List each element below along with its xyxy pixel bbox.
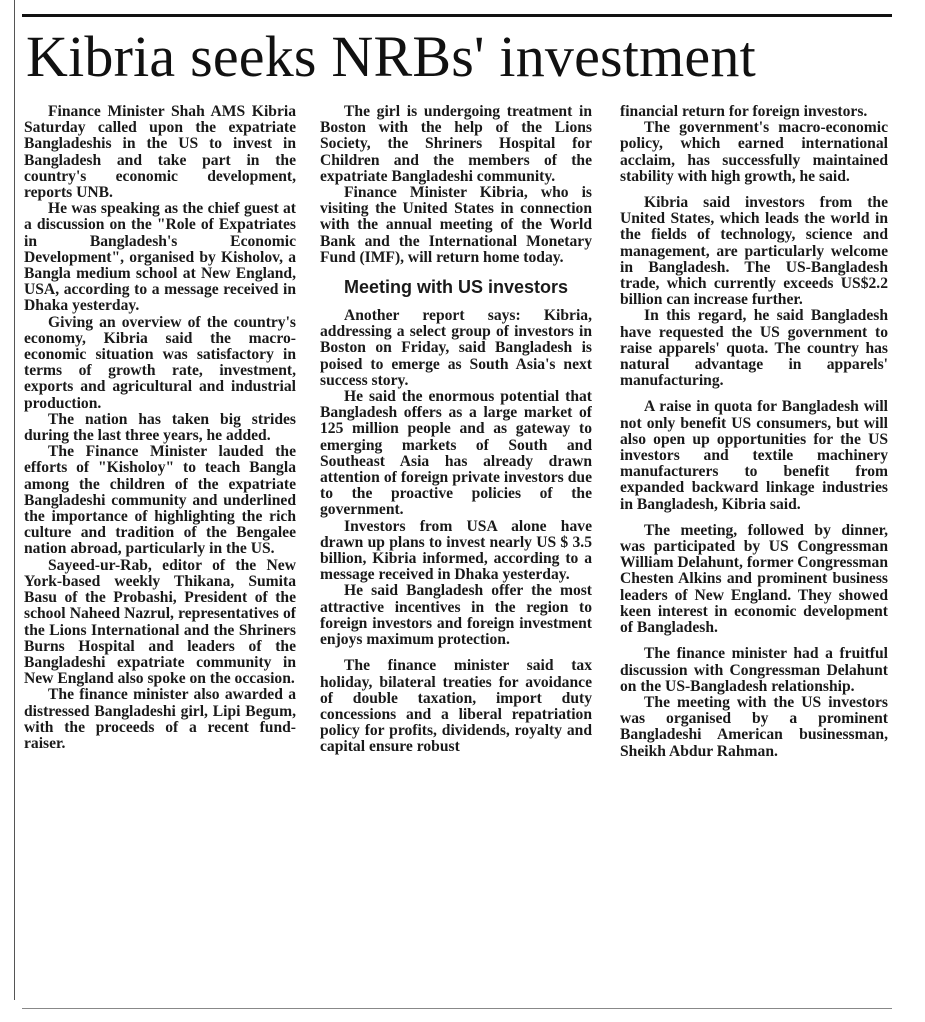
paragraph: The Finance Minister lauded the efforts of "Kisholoy" to teach Bangla among the children of the expatriate Bangladeshi community and underlined the importance of highlighting the rich culture and tradition of the Bengalee nation abroad, particularly in the US. <box>24 443 296 558</box>
paragraph: In this regard, he said Bangladesh have requested the US government to raise apparels' quota. The country has natural advantage in apparels' manufacturing. <box>620 307 888 390</box>
paragraph: The meeting with the US investors was organised by a prominent Bangladeshi American businessman, Sheikh Abdur Rahman. <box>620 693 888 760</box>
paragraph: Finance Minister Kibria, who is visiting the United States in connection with the annual meeting of the World Bank and the International Monetary Fund (IMF), will return home today. <box>320 184 592 266</box>
paragraph: Finance Minister Shah AMS Kibria Saturday called upon the expatriate Bangladeshis in the US to invest in Bangladesh and take part in the country's economic development, reports UNB. <box>24 104 296 202</box>
left-edge-rule <box>14 0 15 1000</box>
article-column-3 <box>620 104 888 999</box>
paragraph: Sayeed-ur-Rab, editor of the New York-based weekly Thikana, Sumita Basu of the Probashi, President of the school Naheed Nazrul, representatives of the Lions International and the Shriners Burns Hospital and leaders of the Bangladeshi expatriate community in New England also spoke on the occasion. <box>24 556 296 688</box>
top-rule <box>22 14 892 17</box>
paragraph: The finance minister also awarded a distressed Bangladeshi girl, Lipi Begum, with the proceeds of a recent fund-raiser. <box>24 686 296 752</box>
paragraph: A raise in quota for Bangladesh will not only benefit US consumers, but will also open up opportunities for the US investors and textile machinery manufacturers to benefit from expanded backward linkage industries in Bangladesh, Kibria said. <box>620 398 888 513</box>
paragraph: He was speaking as the chief guest at a discussion on the "Role of Expatriates in Bangladesh's Economic Development", organised by Kisholov, a Bangla medium school at New England, USA, according to a message received in Dhaka yesterday. <box>24 200 296 315</box>
paragraph: The nation has taken big strides during the last three years, he added. <box>24 410 296 445</box>
paragraph: The girl is undergoing treatment in Boston with the help of the Lions Society, the Shriners Hospital for Children and the members of the expatriate Bangladeshi community. <box>320 104 592 185</box>
paragraph: He said Bangladesh offer the most attractive incentives in the region to foreign investors and foreign investment enjoys maximum protection. <box>320 582 592 649</box>
paragraph: The meeting, followed by dinner, was participated by US Congressman William Delahunt, former Congressman Chesten Alkins and prominent business leaders of New England. They showed keen interest in economic development of Bangladesh. <box>620 521 888 637</box>
article-column-2 <box>320 104 592 999</box>
paragraph: Kibria said investors from the United States, which leads the world in the fields of technology, science and management, are particularly welcome in Bangladesh. The US-Bangladesh trade, which currently exceeds US$2.2 billion can increase further. <box>620 194 888 309</box>
article-headline: Kibria seeks NRBs' investment <box>26 24 756 89</box>
bottom-rule <box>22 1008 892 1009</box>
paragraph: financial return for foreign investors. <box>620 104 868 120</box>
paragraph: The finance minister had a fruitful discussion with Congressman Delahunt on the US-Bangladesh relationship. <box>620 645 888 695</box>
paragraph: He said the enormous potential that Bangladesh offers as a large market of 125 million people and as gateway to emerging markets of South and Southeast Asia has already drawn attention of foreign private investors due to the proactive policies of the government. <box>320 388 592 519</box>
article-column-1 <box>24 104 296 999</box>
section-subhead: Meeting with US investors <box>343 277 569 298</box>
paragraph: Investors from USA alone have drawn up plans to invest nearly US $ 3.5 billion, Kibria informed, according to a message received in Dhaka yesterday. <box>320 517 592 584</box>
paragraph: Another report says: Kibria, addressing a select group of investors in Boston on Friday, said Bangladesh is poised to emerge as South Asia's next success story. <box>320 307 592 389</box>
paragraph: Giving an overview of the country's economy, Kibria said the macro-economic situation was satisfactory in terms of growth rate, investment, exports and agricultural and industrial production. <box>24 313 296 412</box>
paragraph: The government's macro-economic policy, which earned international acclaim, has successfully maintained stability with high growth, he said. <box>620 119 888 185</box>
paragraph: The finance minister said tax holiday, bilateral treaties for avoidance of double taxation, import duty concessions and a liberal repatriation policy for profits, dividends, royalty and capital ensure robust <box>320 657 592 756</box>
